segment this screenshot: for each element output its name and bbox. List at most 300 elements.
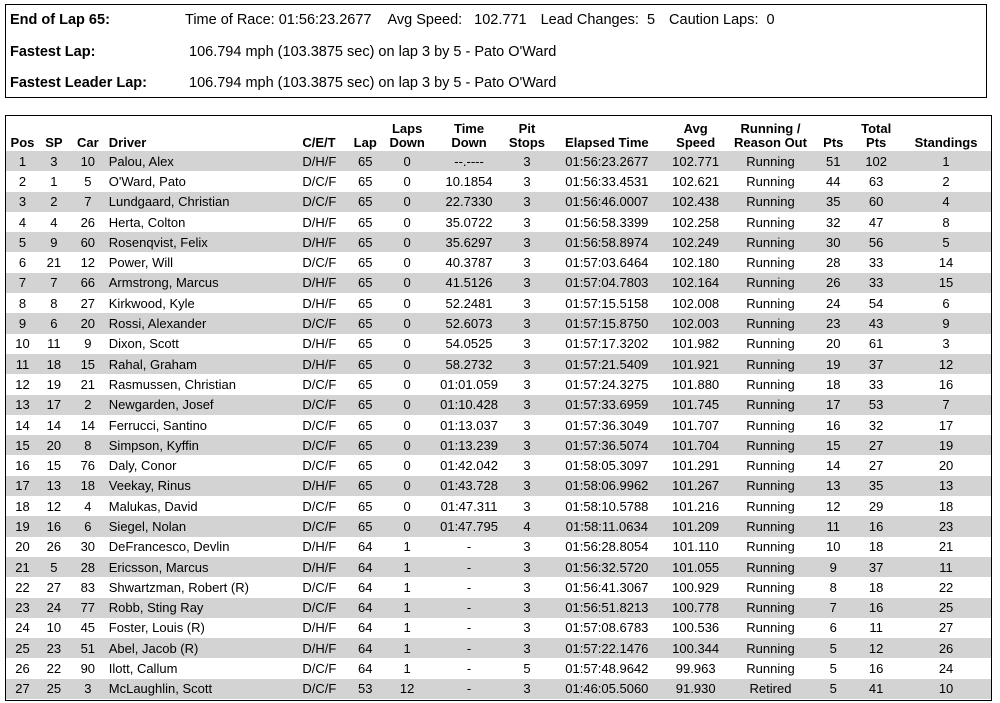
cell-driver: Power, Will: [108, 255, 174, 271]
cell-standings: 3: [942, 336, 950, 352]
cell-pit-stops: 3: [523, 153, 531, 169]
cell-car: 15: [80, 356, 96, 372]
cell-lap: 65: [357, 478, 373, 494]
cell-total-pts: 60: [868, 194, 884, 210]
cell-lap: 65: [357, 214, 373, 230]
cell-driver: Newgarden, Josef: [108, 397, 214, 413]
cell-lap: 65: [357, 316, 373, 332]
cell-car: 60: [80, 234, 96, 250]
table-row: [6, 395, 991, 415]
cell-standings: 25: [938, 600, 954, 616]
cell-running-status: Running: [746, 600, 795, 616]
table-row: [6, 415, 991, 435]
cell-total-pts: 41: [868, 681, 884, 697]
cell-pos: 4: [18, 214, 27, 230]
table-row: [6, 618, 991, 638]
cell-pit-stops: 3: [523, 417, 531, 433]
cell-sp: 13: [46, 478, 62, 494]
cell-lap: 65: [357, 255, 373, 271]
cell-time-down: --.----: [454, 153, 484, 169]
cell-elapsed-time: 01:57:22.1476: [565, 640, 649, 656]
cell-lap: 64: [357, 579, 373, 595]
cell-pos: 8: [18, 295, 27, 311]
cell-cet: D/H/F: [302, 356, 337, 372]
cell-time-down: 01:42.042: [440, 458, 498, 474]
cell-elapsed-time: 01:56:33.4531: [565, 173, 649, 189]
cell-car: 45: [80, 620, 96, 636]
cell-total-pts: 32: [868, 417, 884, 433]
cell-total-pts: 56: [868, 234, 884, 250]
cell-driver: Abel, Jacob (R): [108, 640, 199, 656]
cell-total-pts: 29: [868, 498, 884, 514]
cell-time-down: 52.2481: [445, 295, 493, 311]
cell-driver: Foster, Louis (R): [108, 620, 205, 636]
cell-pts: 5: [829, 681, 837, 697]
cell-car: 10: [80, 153, 96, 169]
cell-cet: D/C/F: [302, 316, 337, 332]
cell-car: 30: [80, 539, 96, 555]
cell-driver: Ericsson, Marcus: [108, 559, 209, 575]
cell-running-status: Running: [746, 458, 795, 474]
cell-pos: 20: [15, 539, 30, 555]
table-row: [6, 679, 991, 699]
header-driver: Driver: [108, 135, 147, 150]
cell-time-down: 40.3787: [445, 255, 493, 271]
cell-cet: D/C/F: [302, 579, 337, 595]
caution-laps-label: Caution Laps:: [669, 12, 759, 28]
cell-lap: 65: [357, 458, 373, 474]
cell-pts: 51: [826, 153, 841, 169]
cell-time-down: 01:43.728: [440, 478, 498, 494]
table-row: [6, 374, 991, 394]
cell-cet: D/H/F: [302, 295, 337, 311]
cell-driver: Rasmussen, Christian: [108, 376, 236, 392]
cell-pit-stops: 3: [523, 397, 531, 413]
cell-pts: 20: [826, 336, 841, 352]
cell-standings: 8: [942, 214, 950, 230]
end-of-lap-label: End of Lap 65:: [10, 12, 110, 28]
cell-car: 18: [80, 478, 96, 494]
cell-car: 8: [84, 437, 92, 453]
cell-car: 90: [80, 661, 96, 677]
cell-pit-stops: 3: [523, 620, 531, 636]
header-pts: Pts: [823, 135, 844, 150]
cell-pts: 14: [826, 458, 841, 474]
cell-lap: 64: [357, 539, 373, 555]
cell-pts: 28: [826, 255, 841, 271]
cell-laps-down: 0: [403, 214, 411, 230]
cell-pos: 16: [15, 458, 30, 474]
cell-elapsed-time: 01:57:17.3202: [565, 336, 649, 352]
cell-pos: 25: [15, 640, 30, 656]
table-row: [6, 598, 991, 618]
cell-sp: 10: [46, 620, 62, 636]
cell-running-status: Running: [746, 336, 795, 352]
cell-pts: 30: [826, 234, 841, 250]
table-row: [6, 273, 991, 293]
cell-sp: 23: [46, 640, 62, 656]
cell-time-down: 01:47.795: [440, 518, 498, 534]
cell-lap: 64: [357, 620, 373, 636]
cell-sp: 7: [50, 275, 58, 291]
cell-driver: Rahal, Graham: [108, 356, 197, 372]
table-row: [6, 557, 991, 577]
cell-avg-speed: 101.880: [672, 376, 720, 392]
cell-car: 4: [84, 498, 92, 514]
cell-cet: D/C/F: [302, 417, 337, 433]
cell-avg-speed: 102.621: [672, 173, 720, 189]
cell-laps-down: 0: [403, 316, 411, 332]
cell-elapsed-time: 01:57:08.6783: [565, 620, 649, 636]
cell-time-down: -: [466, 559, 472, 575]
cell-pit-stops: 3: [523, 295, 531, 311]
cell-total-pts: 63: [868, 173, 884, 189]
table-row: [6, 252, 991, 272]
cell-running-status: Running: [746, 518, 795, 534]
cell-cet: D/C/F: [302, 600, 337, 616]
cell-driver: Robb, Sting Ray: [108, 600, 204, 616]
cell-laps-down: 1: [403, 559, 411, 575]
cell-elapsed-time: 01:56:23.2677: [565, 153, 649, 169]
cell-car: 21: [80, 376, 96, 392]
cell-total-pts: 11: [869, 620, 883, 636]
cell-car: 77: [80, 600, 96, 616]
cell-pts: 6: [829, 620, 837, 636]
cell-pit-stops: 3: [523, 316, 531, 332]
cell-pit-stops: 3: [523, 376, 531, 392]
cell-car: 20: [80, 316, 96, 332]
cell-lap: 65: [357, 336, 373, 352]
cell-lap: 65: [357, 194, 373, 210]
cell-standings: 11: [939, 559, 953, 575]
cell-cet: D/H/F: [302, 234, 337, 250]
table-row: [6, 313, 991, 333]
cell-laps-down: 0: [403, 255, 411, 271]
cell-cet: D/H/F: [302, 153, 337, 169]
cell-standings: 9: [942, 316, 950, 332]
cell-car: 28: [80, 559, 96, 575]
cell-pos: 27: [15, 681, 30, 697]
cell-total-pts: 33: [868, 376, 884, 392]
cell-standings: 27: [938, 620, 954, 636]
cell-lap: 64: [357, 559, 373, 575]
cell-pit-stops: 3: [523, 173, 531, 189]
time-of-race-value: 01:56:23.2677: [278, 12, 372, 28]
cell-elapsed-time: 01:56:58.8974: [565, 234, 649, 250]
cell-time-down: -: [466, 600, 472, 616]
cell-running-status: Running: [746, 539, 795, 555]
results-table: [6, 116, 991, 699]
cell-lap: 65: [357, 437, 373, 453]
cell-avg-speed: 100.536: [672, 620, 720, 636]
cell-elapsed-time: 01:56:51.8213: [565, 600, 649, 616]
cell-avg-speed: 101.216: [672, 498, 720, 514]
cell-driver: Herta, Colton: [108, 214, 186, 230]
cell-avg-speed: 101.921: [672, 356, 720, 372]
cell-pos: 22: [15, 579, 30, 595]
cell-avg-speed: 102.258: [672, 214, 720, 230]
cell-pts: 16: [826, 417, 841, 433]
cell-driver: Rosenqvist, Felix: [108, 234, 208, 250]
cell-elapsed-time: 01:56:28.8054: [565, 539, 649, 555]
cell-pos: 18: [15, 498, 30, 514]
cell-lap: 53: [357, 681, 373, 697]
table-row: [6, 537, 991, 557]
cell-cet: D/C/F: [302, 437, 337, 453]
cell-standings: 22: [938, 579, 954, 595]
cell-total-pts: 16: [868, 600, 884, 616]
cell-laps-down: 0: [403, 234, 411, 250]
cell-car: 76: [80, 458, 96, 474]
cell-time-down: 01:13.239: [440, 437, 498, 453]
cell-pts: 44: [826, 173, 841, 189]
cell-pts: 8: [829, 579, 837, 595]
cell-sp: 24: [46, 600, 62, 616]
cell-elapsed-time: 01:58:11.0634: [565, 518, 648, 534]
cell-total-pts: 18: [868, 539, 884, 555]
cell-elapsed-time: 01:57:04.7803: [565, 275, 649, 291]
table-row: [6, 232, 991, 252]
cell-lap: 65: [357, 173, 373, 189]
cell-time-down: 35.6297: [445, 234, 493, 250]
cell-running-status: Running: [746, 234, 795, 250]
cell-elapsed-time: 01:57:36.5074: [565, 437, 649, 453]
cell-pts: 26: [826, 275, 841, 291]
cell-standings: 7: [942, 397, 950, 413]
cell-pos: 23: [15, 600, 30, 616]
cell-time-down: 01:47.311: [440, 498, 498, 514]
cell-laps-down: 1: [403, 620, 411, 636]
header-avg-speed: Avg Speed: [676, 121, 716, 150]
cell-cet: D/H/F: [302, 620, 337, 636]
cell-pit-stops: 3: [523, 498, 531, 514]
cell-driver: Lundgaard, Christian: [108, 194, 230, 210]
cell-standings: 24: [938, 661, 954, 677]
cell-pts: 13: [826, 478, 841, 494]
avg-speed-label: Avg Speed:: [387, 12, 463, 28]
cell-pit-stops: 3: [523, 437, 531, 453]
cell-laps-down: 0: [403, 397, 411, 413]
cell-pos: 1: [18, 153, 27, 169]
cell-standings: 6: [942, 295, 950, 311]
cell-time-down: -: [466, 640, 472, 656]
cell-total-pts: 53: [868, 397, 884, 413]
table-row: [6, 293, 991, 313]
cell-elapsed-time: 01:56:41.3067: [565, 579, 649, 595]
cell-time-down: -: [466, 661, 472, 677]
cell-pos: 14: [15, 417, 30, 433]
cell-sp: 4: [50, 214, 58, 230]
cell-time-down: -: [466, 579, 472, 595]
cell-lap: 65: [357, 498, 373, 514]
cell-time-down: 52.6073: [445, 316, 493, 332]
cell-avg-speed: 101.707: [672, 417, 720, 433]
cell-time-down: 01:10.428: [440, 397, 498, 413]
fastest-leader-lap-value: 106.794 mph (103.3875 sec) on lap 3 by 5 - Pato O'Ward: [189, 75, 557, 91]
cell-running-status: Running: [746, 275, 795, 291]
cell-elapsed-time: 01:57:03.6464: [565, 255, 649, 271]
cell-pit-stops: 3: [523, 640, 531, 656]
cell-avg-speed: 100.778: [672, 600, 720, 616]
table-row: [6, 455, 991, 475]
cell-avg-speed: 101.291: [672, 458, 720, 474]
cell-time-down: -: [466, 539, 472, 555]
cell-pit-stops: 3: [523, 336, 531, 352]
cell-avg-speed: 101.209: [672, 518, 720, 534]
cell-total-pts: 37: [868, 356, 884, 372]
cell-pts: 15: [826, 437, 841, 453]
header-time-down: Time Down: [451, 121, 487, 150]
cell-standings: 16: [938, 376, 954, 392]
cell-running-status: Running: [746, 356, 795, 372]
cell-running-status: Running: [746, 255, 795, 271]
cell-lap: 64: [357, 640, 373, 656]
lead-changes-value: 5: [646, 12, 656, 28]
header-running-reason: Running / Reason Out: [734, 121, 807, 150]
cell-sp: 26: [46, 539, 62, 555]
cell-driver: Rossi, Alexander: [108, 316, 207, 332]
cell-pit-stops: 5: [523, 661, 531, 677]
cell-pit-stops: 3: [523, 255, 531, 271]
cell-pos: 19: [15, 518, 30, 534]
cell-pts: 7: [829, 600, 837, 616]
cell-cet: D/C/F: [302, 173, 337, 189]
cell-laps-down: 0: [403, 275, 411, 291]
cell-running-status: Running: [746, 397, 795, 413]
cell-time-down: -: [466, 620, 472, 636]
cell-total-pts: 54: [868, 295, 884, 311]
cell-avg-speed: 101.745: [672, 397, 720, 413]
cell-pit-stops: 4: [523, 518, 531, 534]
cell-running-status: Running: [746, 437, 795, 453]
cell-pts: 10: [826, 539, 841, 555]
cell-pts: 18: [826, 376, 841, 392]
cell-sp: 17: [46, 397, 62, 413]
header-lap: Lap: [353, 135, 377, 150]
cell-laps-down: 0: [403, 336, 411, 352]
cell-total-pts: 27: [868, 458, 884, 474]
cell-pts: 35: [826, 194, 841, 210]
cell-time-down: 41.5126: [445, 275, 493, 291]
cell-elapsed-time: 01:57:15.5158: [565, 295, 649, 311]
cell-pts: 5: [829, 661, 837, 677]
cell-laps-down: 0: [403, 437, 411, 453]
cell-total-pts: 43: [868, 316, 884, 332]
cell-total-pts: 61: [868, 336, 884, 352]
cell-laps-down: 0: [403, 356, 411, 372]
cell-lap: 65: [357, 376, 373, 392]
cell-lap: 65: [357, 518, 373, 534]
cell-car: 14: [80, 417, 96, 433]
cell-time-down: -: [466, 681, 472, 697]
cell-driver: DeFrancesco, Devlin: [108, 539, 230, 555]
cell-lap: 64: [357, 661, 373, 677]
cell-driver: Simpson, Kyffin: [108, 437, 199, 453]
cell-car: 26: [80, 214, 96, 230]
cell-time-down: 58.2732: [445, 356, 493, 372]
cell-avg-speed: 102.771: [672, 153, 720, 169]
header-laps-down: Laps Down: [389, 121, 425, 150]
cell-running-status: Running: [746, 153, 795, 169]
table-row: [6, 334, 991, 354]
cell-time-down: 01:13.037: [440, 417, 498, 433]
cell-pit-stops: 3: [523, 600, 531, 616]
cell-sp: 1: [50, 173, 58, 189]
cell-running-status: Running: [746, 498, 795, 514]
cell-pit-stops: 3: [523, 194, 531, 210]
cell-time-down: 10.1854: [445, 173, 493, 189]
cell-sp: 14: [46, 417, 62, 433]
cell-pos: 2: [18, 173, 27, 189]
cell-pit-stops: 3: [523, 681, 531, 697]
cell-elapsed-time: 01:58:10.5788: [565, 498, 649, 514]
table-row: [6, 638, 991, 658]
cell-cet: D/C/F: [302, 661, 337, 677]
cell-car: 3: [84, 681, 92, 697]
cell-pit-stops: 3: [523, 559, 531, 575]
cell-avg-speed: 101.055: [672, 559, 720, 575]
cell-sp: 15: [46, 458, 62, 474]
cell-cet: D/C/F: [302, 194, 337, 210]
cell-standings: 2: [942, 173, 950, 189]
header-sp: SP: [45, 135, 63, 150]
cell-laps-down: 0: [403, 498, 411, 514]
cell-driver: Malukas, David: [108, 498, 198, 514]
table-row: [6, 171, 991, 191]
cell-car: 2: [84, 397, 92, 413]
cell-cet: D/H/F: [302, 640, 337, 656]
cell-running-status: Running: [746, 579, 795, 595]
table-row: [6, 496, 991, 516]
cell-pts: 12: [826, 498, 841, 514]
cell-running-status: Running: [746, 661, 795, 677]
cell-pit-stops: 3: [523, 214, 531, 230]
cell-pts: 5: [829, 640, 837, 656]
table-row: [6, 354, 991, 374]
cell-pit-stops: 3: [523, 478, 531, 494]
cell-elapsed-time: 01:57:36.3049: [565, 417, 649, 433]
cell-avg-speed: 102.008: [672, 295, 720, 311]
cell-cet: D/H/F: [302, 478, 337, 494]
cell-lap: 65: [357, 295, 373, 311]
cell-sp: 2: [50, 194, 58, 210]
cell-avg-speed: 100.929: [672, 579, 720, 595]
cell-pts: 32: [826, 214, 841, 230]
cell-driver: Shwartzman, Robert (R): [108, 579, 249, 595]
cell-running-status: Running: [746, 173, 795, 189]
cell-car: 5: [84, 173, 92, 189]
cell-laps-down: 1: [403, 579, 411, 595]
cell-avg-speed: 101.110: [672, 539, 719, 555]
cell-running-status: Running: [746, 640, 795, 656]
table-row: [6, 212, 991, 232]
cell-laps-down: 0: [403, 153, 411, 169]
cell-avg-speed: 101.267: [672, 478, 720, 494]
cell-laps-down: 0: [403, 518, 411, 534]
avg-speed-value: 102.771: [474, 12, 527, 28]
cell-sp: 11: [47, 336, 61, 352]
cell-elapsed-time: 01:57:33.6959: [565, 397, 649, 413]
cell-pts: 23: [826, 316, 841, 332]
cell-standings: 17: [938, 417, 954, 433]
cell-car: 7: [84, 194, 92, 210]
cell-driver: Siegel, Nolan: [108, 518, 187, 534]
cell-avg-speed: 102.438: [672, 194, 720, 210]
fastest-leader-lap-label: Fastest Leader Lap:: [10, 75, 147, 91]
cell-pit-stops: 3: [523, 458, 531, 474]
results-table-body: [6, 151, 991, 699]
cell-running-status: Running: [746, 194, 795, 210]
